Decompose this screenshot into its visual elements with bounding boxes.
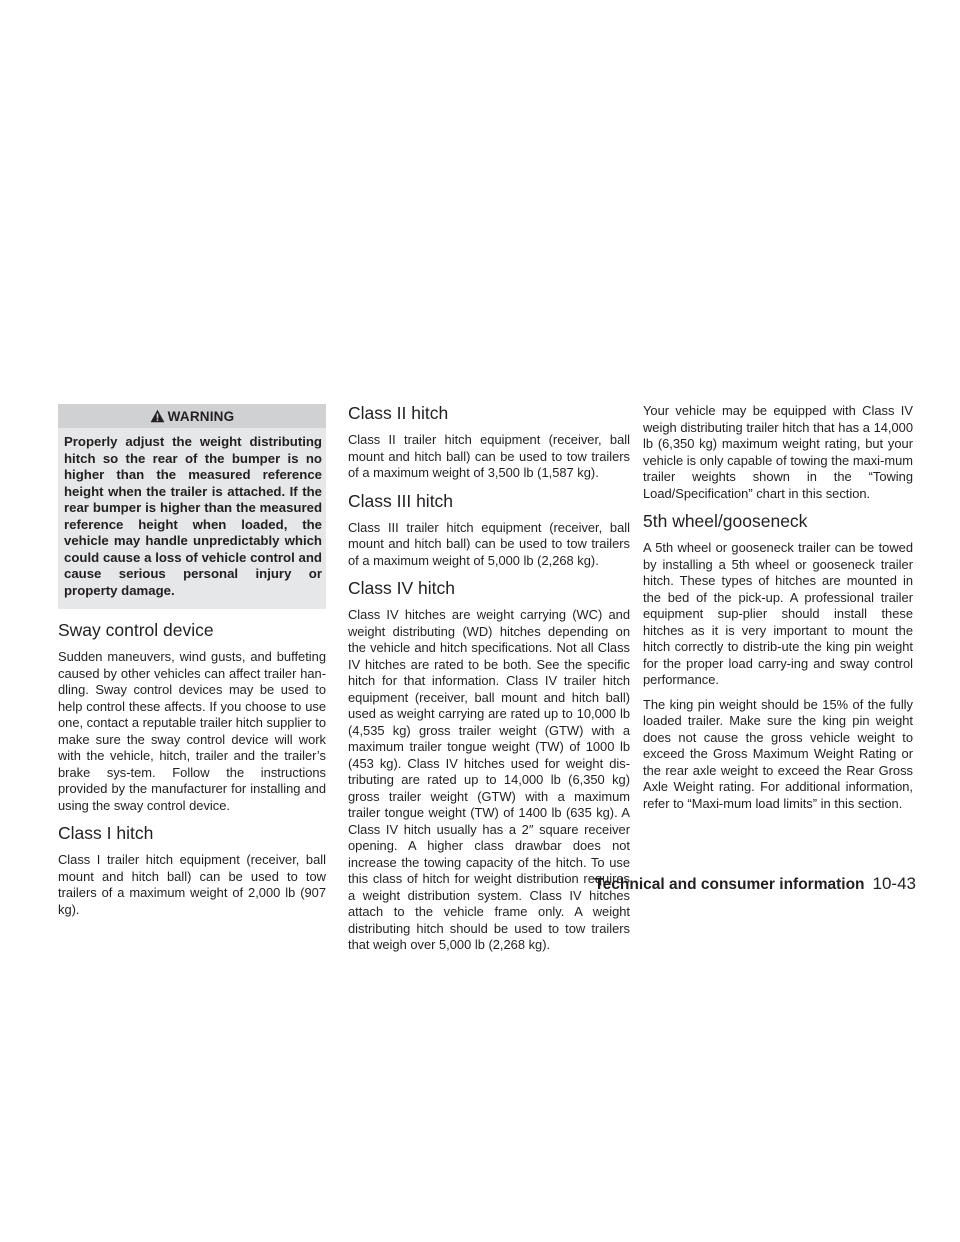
heading-class-2: Class II hitch xyxy=(348,403,449,423)
column-left xyxy=(58,404,326,926)
paragraph-gooseneck-1: A 5th wheel or gooseneck trailer can be towed by installing a 5th wheel or gooseneck trailer hitch. These types of hitches are mounted in the bed of the pick-up. A professional trailer equipment sup-plier should install these hitches as it is very important to mount the hitch correctly to distrib-ute the king pin weight for the proper load carry-ing and sway control performance. xyxy=(643,540,913,687)
paragraph-class-4: Class IV hitches are weight carrying (WC) and weight distributing (WD) hitches depending on the vehicle and hitch specifications. Not all Class IV hitches are rated to be both. See the specific hitch for that information. Class IV trailer hitch equipment (receiver, ball mount and hitch ball) used as weight carrying are rated up to 10,000 lb (4,535 kg) gross trailer weight (GTW) with a maximum trailer tongue weight (TW) of 1000 lb (453 kg). Class IV hitches used for weight dis-tributing are rated up to 14,000 lb (6,350 kg) gross trailer weight (GTW) with a maximum trailer tongue weight (TW) of 1400 lb (635 kg). A Class IV hitch usually has a 2″ square receiver opening. A higher class drawbar does not increase the towing capacity of the hitch. To use this class of hitch for weight distribution requires a weight distribution system. Class IV hitches attach to the vehicle frame only. A weight distributing hitch should be used to tow trailers that weigh over 5,000 lb (2,268 kg). xyxy=(348,607,630,952)
footer-section-title: Technical and consumer information xyxy=(594,876,865,893)
warning-label: WARNING xyxy=(167,408,235,424)
page-number: 10-43 xyxy=(872,874,916,893)
heading-sway-control: Sway control device xyxy=(58,620,214,640)
warning-text: Properly adjust the weight distributing hitch so the rear of the bumper is no higher than the measured reference height when the trailer is attached. If the rear bumper is higher than the measured reference height when loaded, the vehicle may handle unpredictably which could cause a loss of vehicle control and cause serious personal injury or property damage. xyxy=(64,434,322,598)
paragraph-class-3: Class III trailer hitch equipment (receiver, ball mount and hitch ball) can be used to tow trailers of a maximum weight of 5,000 lb (2,268 kg). xyxy=(348,519,630,568)
heading-class-3: Class III hitch xyxy=(348,490,454,511)
column-right xyxy=(643,403,913,820)
heading-class-1: Class I hitch xyxy=(58,823,154,843)
paragraph-sway-control: Sudden maneuvers, wind gusts, and buffeting caused by other vehicles can affect trailer han-dling. Sway control devices may be used to help control these affects. If you choose to use one, contact a reputable trailer hitch supplier to make sure the sway control device will work with the vehicle, hitch, trailer and the trailer’s brake sys-tem. Follow the instructions provided by the manufacturer for installing and using the sway control device. xyxy=(58,649,326,813)
heading-class-4: Class IV hitch xyxy=(348,578,455,598)
paragraph-class-1: Class I trailer hitch equipment (receiver, ball mount and hitch ball) can be used to tow trailers of a maximum weight of 2,000 lb (907 kg). xyxy=(58,852,326,917)
page-footer xyxy=(588,874,916,894)
paragraph-class-4-continued: Your vehicle may be equipped with Class IV weigh distributing trailer hitch that has a 14,000 lb (6,350 kg) maximum weight rating, but your vehicle is only capable of towing the maxi-mum trailer weights shown in the “Towing Load/Specification” chart in this section. xyxy=(643,403,913,501)
warning-box xyxy=(58,404,326,609)
warning-triangle-icon xyxy=(150,409,165,423)
paragraph-class-2: Class II trailer hitch equipment (receiver, ball mount and hitch ball) can be used to tow trailers of a maximum weight of 3,500 lb (1,587 kg). xyxy=(348,432,630,480)
heading-gooseneck: 5th wheel/gooseneck xyxy=(643,511,808,531)
paragraph-gooseneck-2: The king pin weight should be 15% of the fully loaded trailer. Make sure the king pin weight does not cause the gross vehicle weight to exceed the Gross Maximum Weight Rating or the rear axle weight to exceed the Rear Gross Axle Weight rating. For additional information, refer to “Maxi-mum load limits” in this section. xyxy=(643,696,913,811)
warning-header xyxy=(58,404,326,428)
